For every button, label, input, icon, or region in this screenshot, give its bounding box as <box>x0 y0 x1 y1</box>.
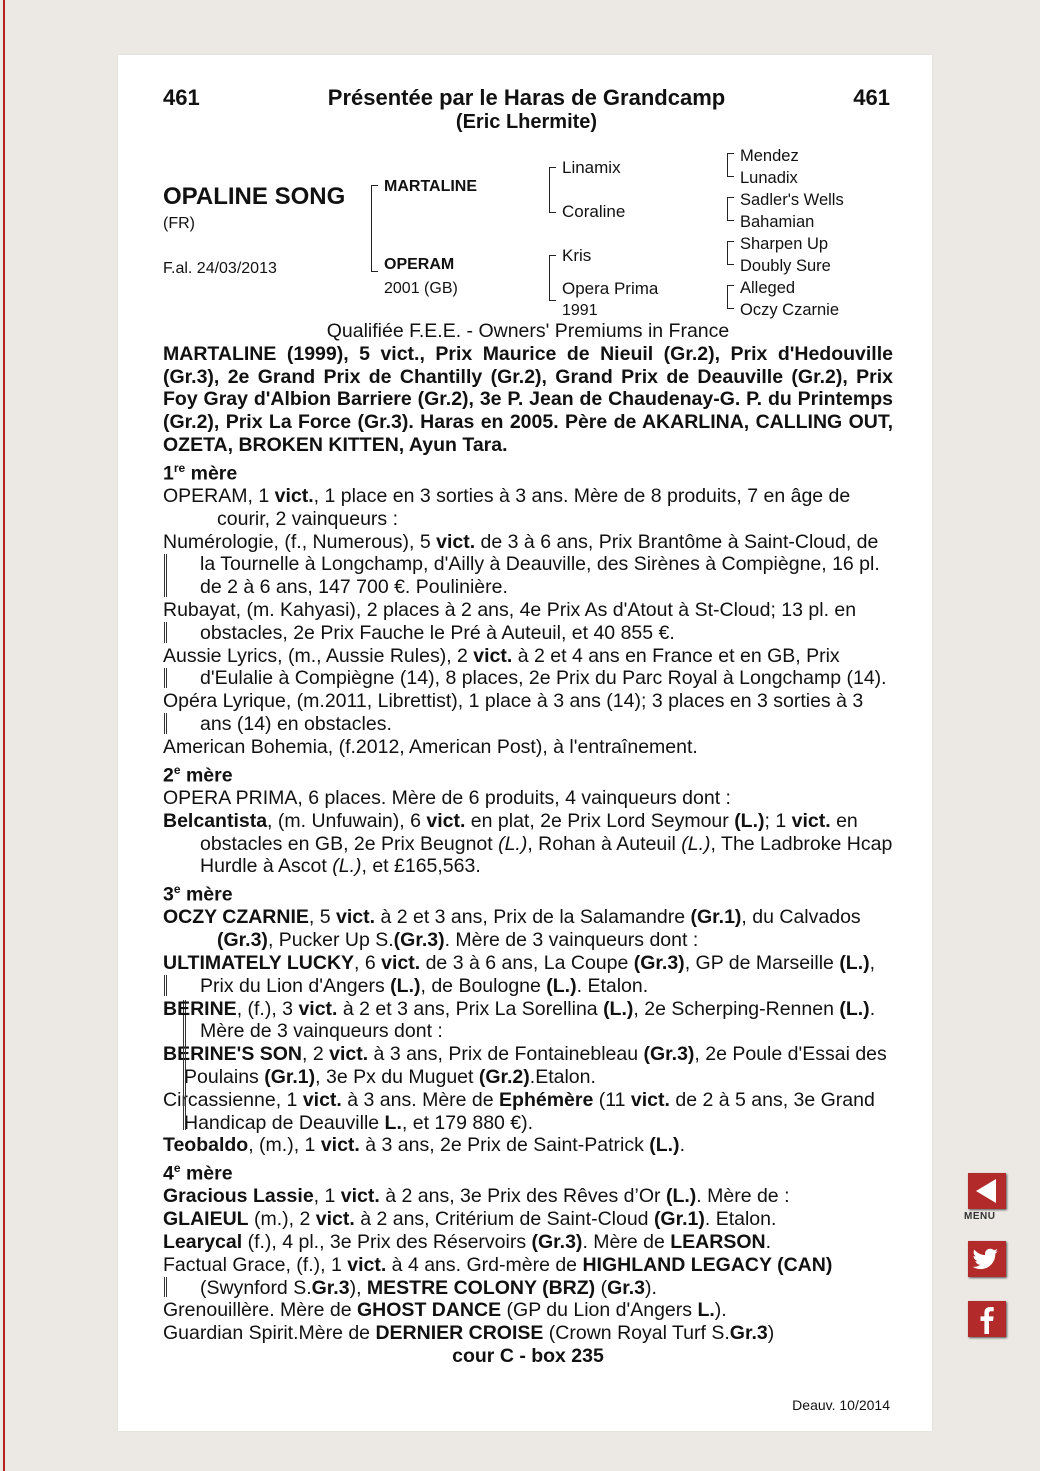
horse-birth: F.al. 24/03/2013 <box>163 260 277 277</box>
produce-entry: Learycal (f.), 4 pl., 3e Prix des Réservoirs (Gr.3). Mère de LEARSON. <box>163 1231 771 1254</box>
pedigree-bracket-3a <box>727 153 734 177</box>
pedigree-bracket-2a <box>549 167 556 213</box>
produce-entry: Rubayat, (m. Kahyasi), 2 places à 2 ans, 4e Prix As d'Atout à St-Cloud; 13 pl. en obstacles, 2e Prix Fauche le Pré à Auteuil, et 40 855 €. <box>163 599 893 645</box>
section-number: 2 <box>163 764 174 787</box>
section-number: 4 <box>163 1162 174 1185</box>
facebook-button[interactable] <box>968 1301 1006 1337</box>
pedigree-dam: OPERAM <box>384 256 455 273</box>
pedigree-sire-sire: Linamix <box>562 158 621 177</box>
pedigree-g3-2: Lunadix <box>740 169 798 187</box>
menu-label: MENU <box>964 1211 996 1222</box>
sale-reference: Deauv. 10/2014 <box>792 1397 890 1413</box>
produce-entry: Guardian Spirit.Mère de DERNIER CROISE (Crown Royal Turf S.Gr.3) <box>163 1322 775 1345</box>
produce-entry: American Bohemia, (f.2012, American Post), à l'entraînement. <box>163 735 698 758</box>
catalogue-page <box>118 55 932 1431</box>
section-sup: e <box>173 762 181 777</box>
produce-entry: Opéra Lyrique, (m.2011, Librettist), 1 place à 3 ans (14); 3 places en 3 sorties à 3 ans (14) en obstacles. <box>163 690 893 736</box>
menu-button[interactable] <box>968 1173 1006 1209</box>
pedigree-g3-1: Mendez <box>740 147 799 165</box>
section-fourth-dam <box>163 1157 893 1185</box>
section-label: mère <box>190 462 238 485</box>
pedigree-bracket-2b <box>549 255 556 301</box>
horse-origin: (FR) <box>163 215 195 232</box>
pedigree-bracket-3b <box>727 197 734 221</box>
page-subtitle: (Eric Lhermite) <box>455 111 598 133</box>
produce-entry: Grenouillère. Mère de GHOST DANCE (GP du Lion d'Angers L.). <box>163 1299 727 1322</box>
twitter-button[interactable] <box>968 1241 1006 1277</box>
pedigree-dam-dam: Opera Prima <box>562 279 659 298</box>
dam-entry: OPERAM, 1 vict., 1 place en 3 sorties à 3 ans. Mère de 8 produits, 7 en âge de courir, 2 vainqueurs : <box>163 485 851 530</box>
facebook-f-icon <box>968 1301 1006 1337</box>
left-border-line <box>3 0 5 1471</box>
pedigree-bracket-3d <box>727 285 734 309</box>
pedigree-g3-6: Doubly Sure <box>740 257 831 275</box>
produce-entry: GLAIEUL (m.), 2 vict. à 2 ans, Critérium de Saint-Cloud (Gr.1). Etalon. <box>163 1208 777 1231</box>
pedigree-dam-dam-year: 1991 <box>562 302 598 319</box>
section-sup: e <box>173 882 181 897</box>
section-label: mère <box>185 883 233 906</box>
section-sup: re <box>173 460 186 475</box>
horse-name: OPALINE SONG <box>163 183 346 210</box>
produce-group <box>163 998 893 1135</box>
dam-entry: OPERA PRIMA, 6 places. Mère de 6 produits, 4 vainqueurs dont : <box>163 786 731 809</box>
section-label: mère <box>185 1162 233 1185</box>
catalogue-body <box>163 320 893 1368</box>
produce-entry: Factual Grace, (f.), 1 vict. à 4 ans. Grd-mère de HIGHLAND LEGACY (CAN) (Swynford S.Gr.3), MESTRE COLONY (BRZ) (Gr.3). <box>163 1254 893 1300</box>
produce-entry: BERINE'S SON, 2 vict. à 3 ans, Prix de Fontainebleau (Gr.3), 2e Poule d'Essai des Poulains (Gr.1), 3e Px du Muguet (Gr.2).Etalon. <box>163 1043 887 1088</box>
twitter-bird-icon <box>968 1241 1006 1277</box>
section-sup: e <box>173 1161 181 1176</box>
produce-entry: Numérologie, (f., Numerous), 5 vict. de 3 à 6 ans, Prix Brantôme à Saint-Cloud, de la Tournelle à Longchamp, d'Ailly à Deauville, des Sirènes à Compiègne, 16 pl. de 2 à 6 ans, 147 700 €. Poulinière. <box>163 531 893 599</box>
pedigree-g3-7: Alleged <box>740 279 796 297</box>
section-label: mère <box>185 764 233 787</box>
produce-entry: Circassienne, 1 vict. à 3 ans. Mère de Ephémère (11 vict. de 2 à 5 ans, 3e Grand Handicap de Deauville L., et 179 880 €). <box>163 1088 875 1134</box>
produce-entry: BERINE, (f.), 3 vict. à 2 et 3 ans, Prix La Sorellina (L.), 2e Scherping-Rennen (L.). Mère de 3 vainqueurs dont : <box>163 997 876 1043</box>
qualification: Qualifiée F.E.E. - Owners' Premiums in France <box>326 320 730 342</box>
produce-entry: ULTIMATELY LUCKY, 6 vict. de 3 à 6 ans, La Coupe (Gr.3), GP de Marseille (L.), Prix du Lion d'Angers (L.), de Boulogne (L.). Etalon. <box>163 952 893 998</box>
pedigree-sire: MARTALINE <box>384 178 478 195</box>
page-title: Présentée par le Haras de Grandcamp <box>327 85 726 110</box>
section-number: 3 <box>163 883 174 906</box>
section-third-dam <box>163 878 893 906</box>
dam-entry: OCZY CZARNIE, 5 vict. à 2 et 3 ans, Prix de la Salamandre (Gr.1), du Calvados (Gr.3), Pucker Up S.(Gr.3). Mère de 3 vainqueurs dont : <box>163 906 861 952</box>
pedigree-bracket-1 <box>371 185 378 272</box>
produce-entry: Teobaldo, (m.), 1 vict. à 3 ans, 2e Prix de Saint-Patrick (L.). <box>163 1134 685 1157</box>
pedigree-g3-5: Sharpen Up <box>740 235 829 253</box>
section-number: 1 <box>163 462 174 485</box>
box-location: cour C - box 235 <box>452 1345 604 1368</box>
pedigree-g3-3: Sadler's Wells <box>740 191 844 209</box>
pedigree-dam-sire: Kris <box>562 246 592 265</box>
sire-description: MARTALINE (1999), 5 vict., Prix Maurice de Nieuil (Gr.2), Prix d'Hedouville (Gr.3), 2e Grand Prix de Chantilly (Gr.2), Grand Prix de Deauville (Gr.2), Prix Foy Gray d'Albion Barriere (Gr.2), 3e P. Jean de Chaudenay-G. P. du Printemps (Gr.2), Prix La Force (Gr.3). Haras en 2005. Père de AKARLINA, CALLING OUT, OZETA, BROKEN KITTEN, Ayun Tara. <box>163 342 893 456</box>
pedigree-g3-8: Oczy Czarnie <box>740 301 840 319</box>
lot-number-right: 461 <box>853 85 890 110</box>
produce-entry: Aussie Lyrics, (m., Aussie Rules), 2 vict. à 2 et 4 ans en France et en GB, Prix d'Eulalie à Compiègne (14), 8 places, 2e Prix du Parc Royal à Longchamp (14). <box>163 645 893 691</box>
pedigree-dam-info: 2001 (GB) <box>384 280 458 297</box>
section-first-dam <box>163 457 893 485</box>
lot-number-left: 461 <box>163 85 200 110</box>
pedigree-bracket-3c <box>727 241 734 265</box>
triangle-left-icon <box>968 1173 1006 1209</box>
section-second-dam <box>163 759 893 787</box>
pedigree-g3-4: Bahamian <box>740 213 815 231</box>
pedigree-sire-dam: Coraline <box>562 202 626 221</box>
produce-entry: Belcantista, (m. Unfuwain), 6 vict. en plat, 2e Prix Lord Seymour (L.); 1 vict. en obstacles en GB, 2e Prix Beugnot (L.), Rohan à Auteuil (L.), The Ladbroke Hcap Hurdle à Ascot (L.), et £165,563. <box>163 809 893 878</box>
dam-entry: Gracious Lassie, 1 vict. à 2 ans, 3e Prix des Rêves d’Or (L.). Mère de : <box>163 1185 790 1208</box>
